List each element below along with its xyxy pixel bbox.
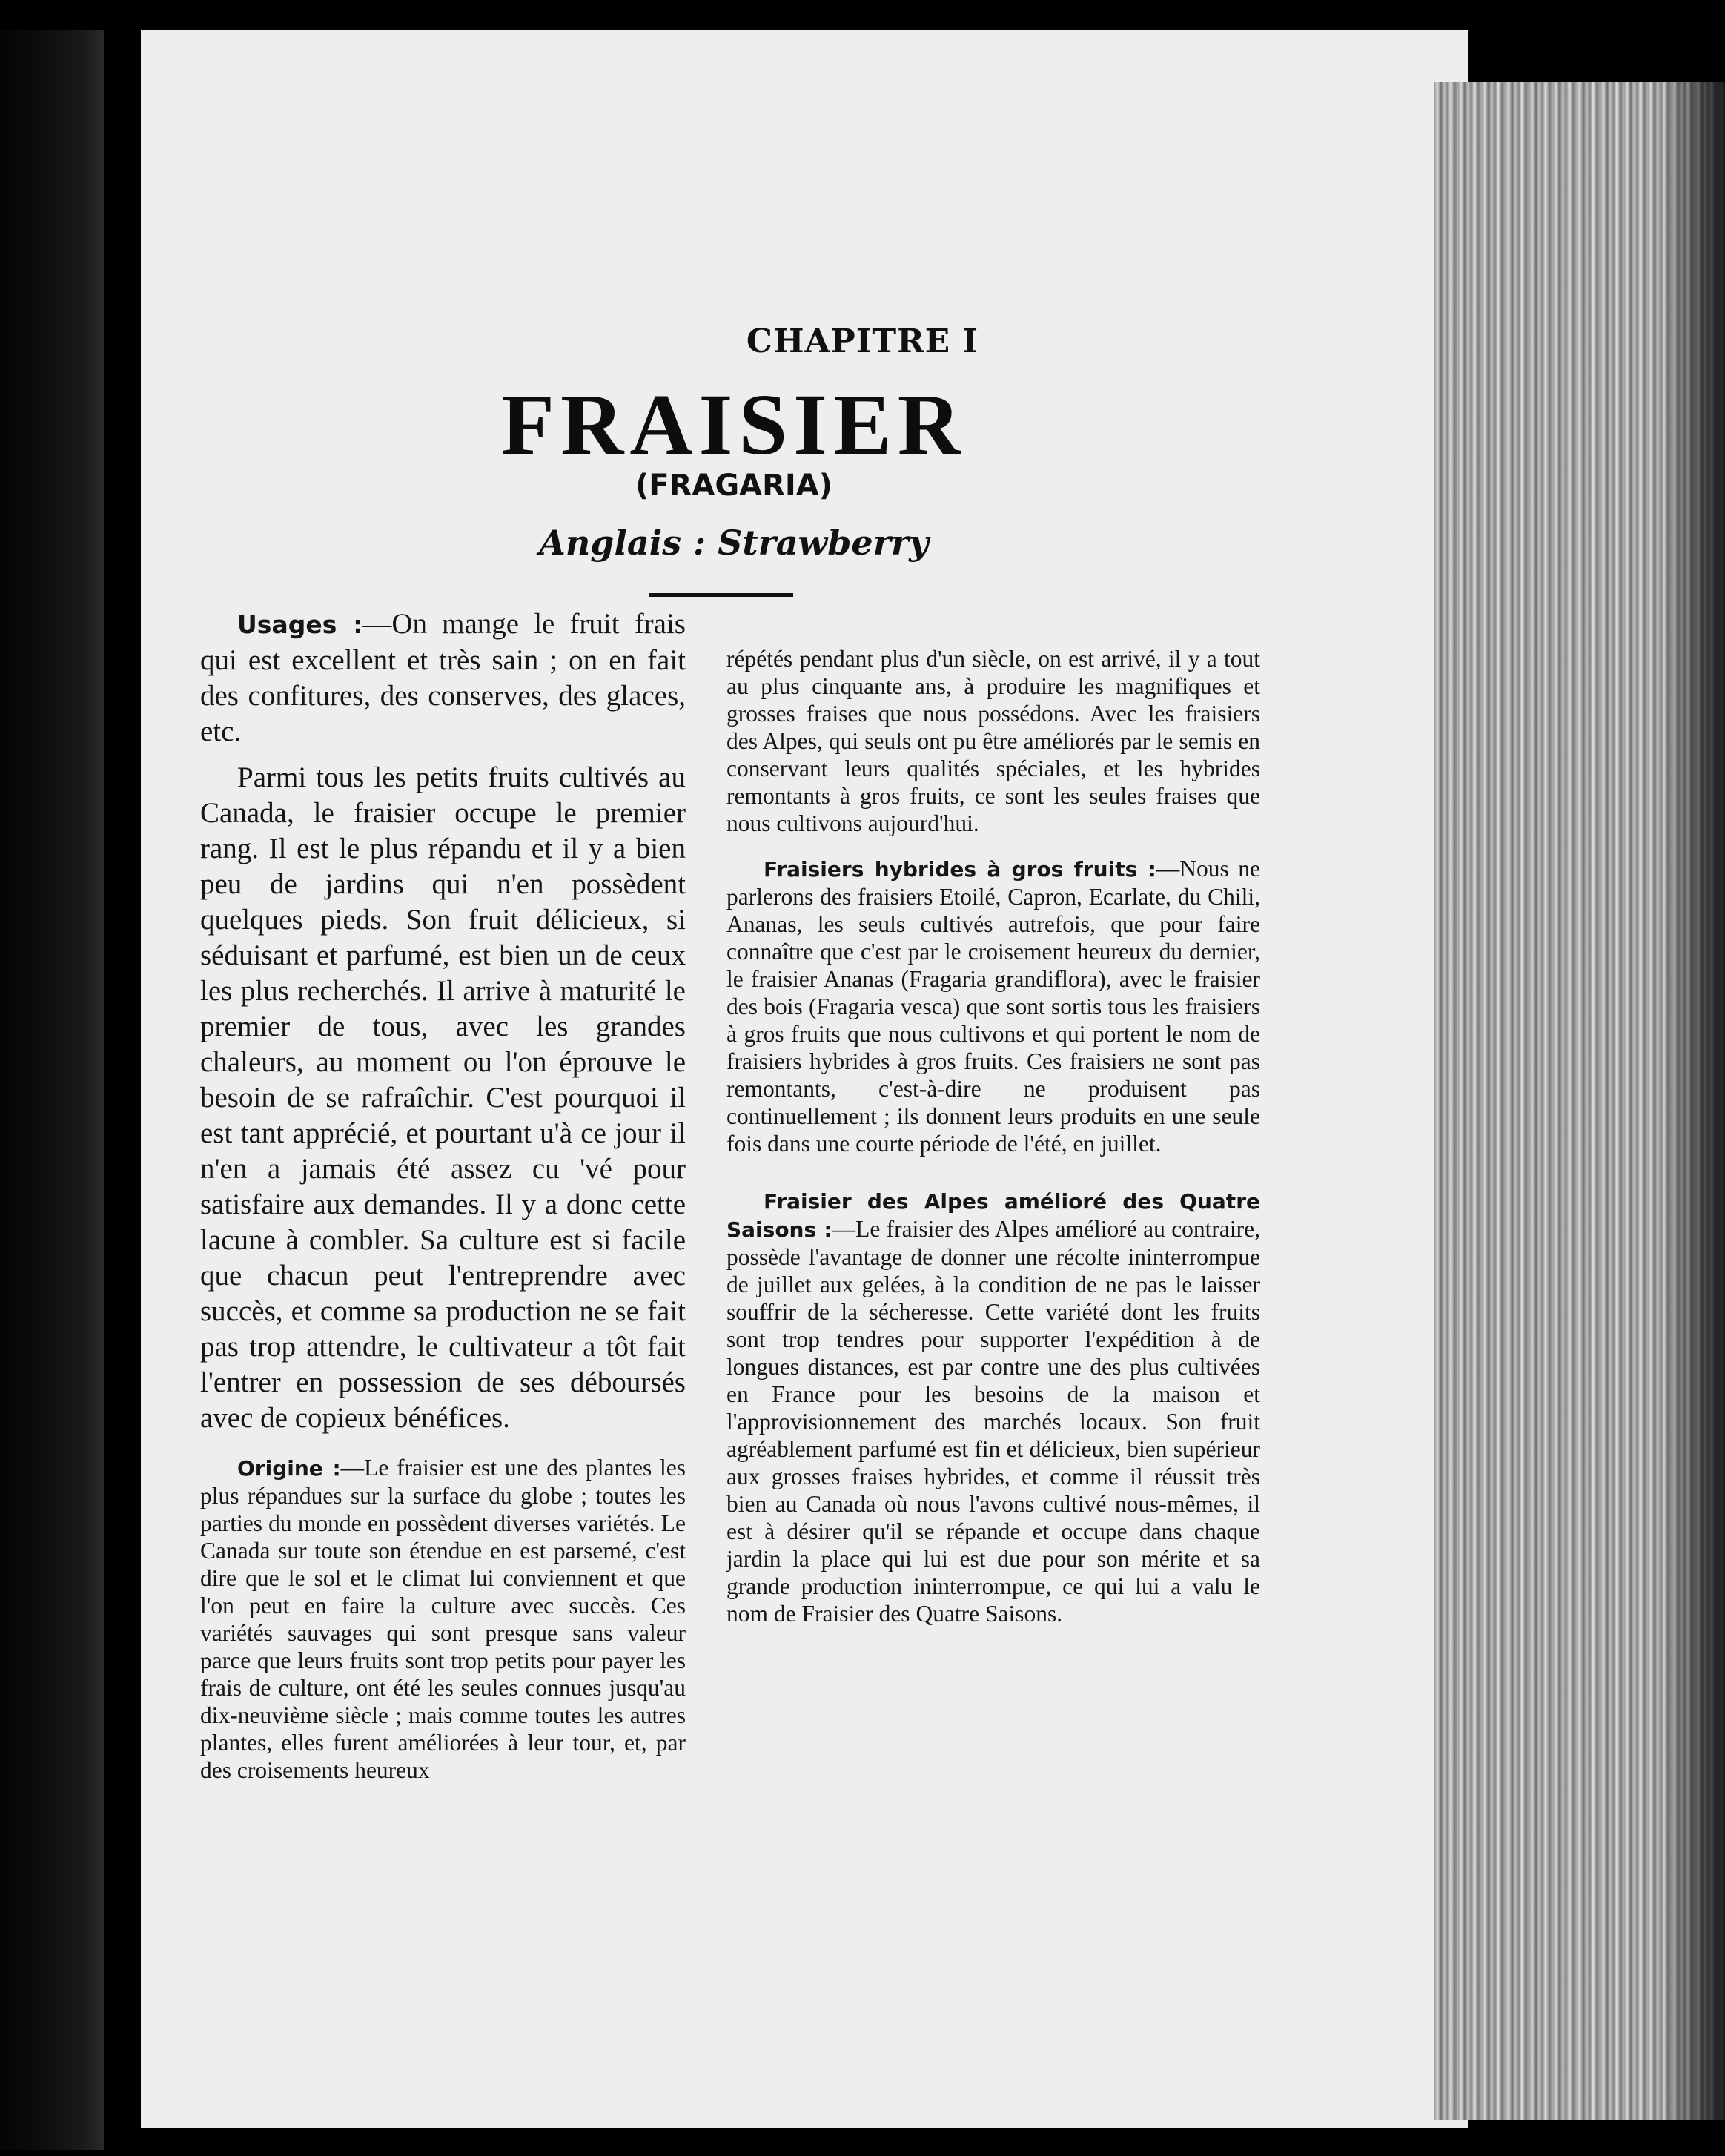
page-title: FRAISIER <box>501 376 967 473</box>
latin-name: (FRAGARIA) <box>635 469 833 503</box>
origine-paragraph <box>200 1454 686 1784</box>
alpes-paragraph <box>726 1187 1260 1627</box>
hybrides-label: Fraisiers hybrides à gros fruits : <box>764 857 1156 882</box>
usages-label: Usages : <box>237 610 363 639</box>
english-name: Anglais : Strawberry <box>539 523 929 563</box>
left-column <box>200 606 686 1784</box>
origine-text: —Le fraisier est une des plantes les plus répandues sur la surface du globe ; toutes les parties du monde en possèdent diverses variétés. Le Canada sur toute son étendue en est parsemé, c'est dire que le sol et le climat lui conviennent et que l'on peut en faire la culture avec succès. Ces variétés sauvages qui sont presque sans valeur parce que leurs fruits sont trop petits pour payer les frais de culture, ont été les seules connues jusqu'au dix-neuvième siècle ; mais comme toutes les autres plantes, elles furent améliorées à leur tour, et, par des croisements heureux <box>200 1455 686 1783</box>
chapter-heading: CHAPITRE I <box>746 323 979 360</box>
origine-label: Origine : <box>237 1456 341 1481</box>
parmi-paragraph: Parmi tous les petits fruits cultivés au Canada, le fraisier occupe le premier rang. Il est le plus répandu et il y a bien peu de jardins qui n'en possèdent quelques pieds. Son fruit délicieux, si séduisant et parfumé, est bien un de ceux les plus recherchés. Il arrive à maturité le premier de tous, avec les grandes chaleurs, au moment ou l'on éprouve le besoin de se rafraîchir. C'est pourquoi il est tant apprécié, et pourtant u'à ce jour il n'en a jamais été assez cu 'vé pour satisfaire aux demandes. Il y a donc cette lacune à combler. Sa culture est si facile que chacun peut l'entreprendre avec succès, et comme sa production ne se fait pas trop attendre, le cultivateur a tôt fait l'entrer en possession de ses déboursés avec de copieux bénéfices. <box>200 761 686 1434</box>
right-column <box>726 645 1260 1627</box>
hybrides-paragraph <box>726 855 1260 1157</box>
alpes-label: Fraisier des Alpes amélioré des Quatre Saisons : <box>726 1189 1260 1242</box>
usages-text: —On mange le fruit frais qui est excellent et très sain ; on en fait des confitures, des conserves, des glaces, etc. <box>200 608 686 747</box>
hybrides-text: —Nous ne parlerons des fraisiers Etoilé, Capron, Ecarlate, du Chili, Ananas, les seuls cultivés autrefois, que pour faire connaître que c'est par le croisement heureux du dernier, le fraisier Ananas (Fragaria grandiflora), avec le fraisier des bois (Fragaria vesca) que sont sortis tous les fraisiers à gros fruits que nous cultivons et qui portent le nom de fraisiers hybrides à gros fruits. Ces fraisiers ne sont pas remontants, c'est-à-dire ne produisent pas continuellement ; ils donnent leurs produits en une seule fois dans une courte période de l'été, en juillet. <box>726 856 1260 1157</box>
usages-paragraph <box>200 606 686 750</box>
continuation-paragraph: répétés pendant plus d'un siècle, on est arrivé, il y a tout au plus cinquante ans, à produire les magnifiques et grosses fraises que nous possédons. Avec les fraisiers des Alpes, qui seuls ont pu être améliorés par le semis en conservant leurs qualités spéciales, et les hybrides remontants à gros fruits, ce sont les seules fraises que nous cultivons aujourd'hui. <box>726 646 1260 836</box>
alpes-text: —Le fraisier des Alpes amélioré au contraire, possède l'avantage de donner une récolte ininterrompue de juillet aux gelées, à la condition de ne pas le laisser souffrir de la sécheresse. Cette variété dont les fruits sont trop tendres pour supporter l'expédition à de longues distances, est par contre une des plus cultivées en France pour les besoins de la maison et l'approvisionnement des marchés locaux. Son fruit agréablement parfumé est fin et délicieux, bien supérieur aux grosses fraises hybrides, et comme il réussit très bien au Canada où nous l'avons cultivé nous-mêmes, il est à désirer qu'il se répande et occupe dans chaque jardin la place qui lui est due pour son mérite et sa grande production ininterrompue, ce qui lui a valu le nom de Fraisier des Quatre Saisons. <box>726 1216 1260 1627</box>
title-rule <box>649 593 793 597</box>
page-stack-edge <box>1434 82 1725 2120</box>
